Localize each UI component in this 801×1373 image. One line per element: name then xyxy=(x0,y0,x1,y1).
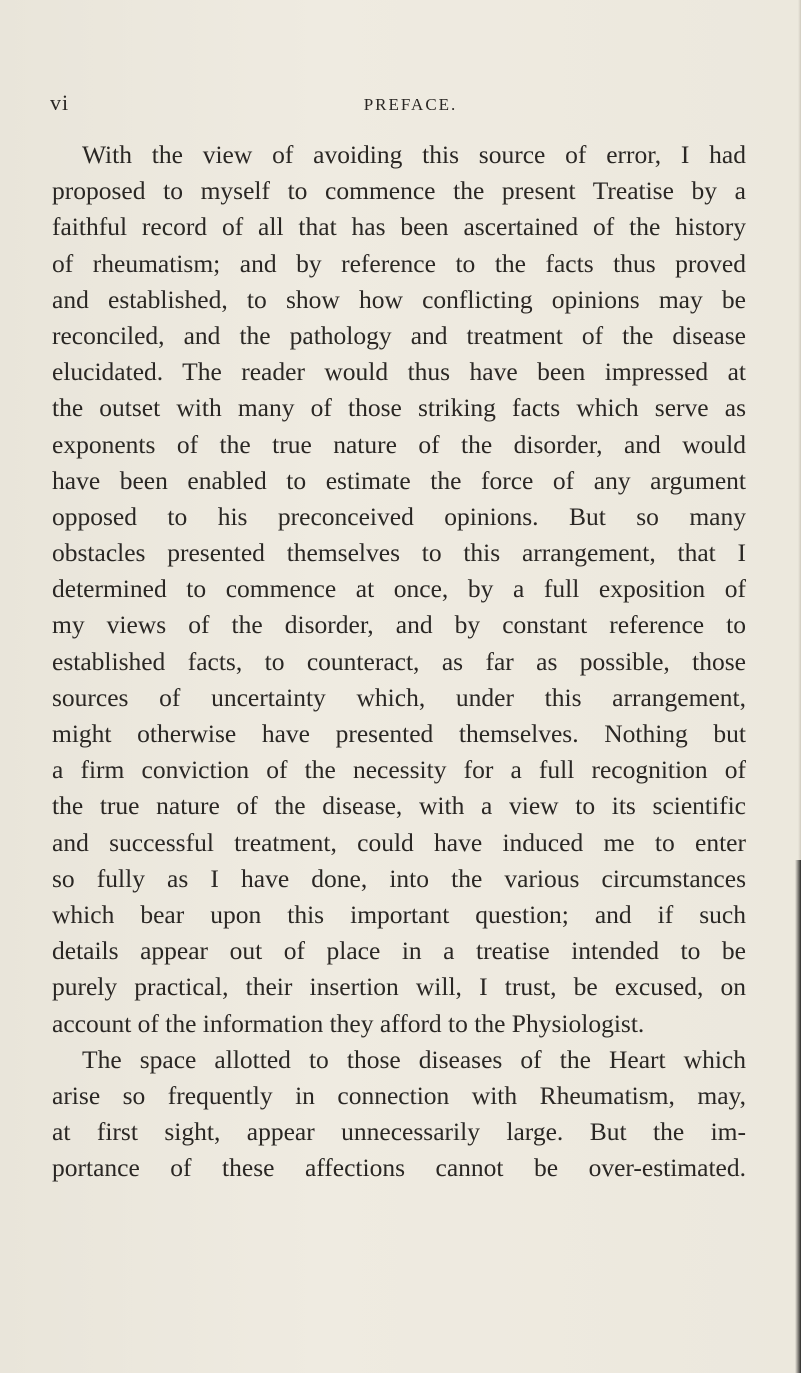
page-number: vi xyxy=(50,90,70,115)
text-line: and successful treatment, could have induced me to enter xyxy=(52,827,746,857)
text-line: details appear out of place in a treatise intended to be xyxy=(52,936,746,966)
text-line: portance of these affections cannot be over-estimated. xyxy=(52,1153,746,1183)
text-line: reconciled, and the pathology and treatment of the disease xyxy=(52,320,746,350)
text-line: With the view of avoiding this source of error, I had xyxy=(82,140,746,169)
text-line: elucidated. The reader would thus have been impressed at xyxy=(52,357,746,387)
text-line: determined to commence at once, by a full exposition of xyxy=(52,574,746,604)
text-line: so fully as I have done, into the various circumstances xyxy=(52,863,746,893)
text-line: The space allotted to those diseases of the Heart which xyxy=(82,1044,746,1074)
text-line: account of the information they afford to the Physiologist. xyxy=(52,1008,645,1038)
text-line: a firm conviction of the necessity for a full recognition of xyxy=(52,755,746,785)
body-text xyxy=(52,137,746,1186)
text-line: of rheumatism; and by reference to the facts thus proved xyxy=(52,248,746,278)
text-line: have been enabled to estimate the force of any argument xyxy=(52,465,746,495)
text-line: exponents of the true nature of the disorder, and would xyxy=(52,429,746,459)
text-line: the true nature of the disease, with a view to its scientific xyxy=(52,791,746,821)
text-line: which bear upon this important question; and if such xyxy=(52,899,746,929)
text-line: obstacles presented themselves to this arrangement, that I xyxy=(52,538,746,568)
text-line: sources of uncertainty which, under this arrangement, xyxy=(52,682,746,712)
text-line: at first sight, appear unnecessarily large. But the im- xyxy=(52,1117,746,1147)
text-line: proposed to myself to commence the present Treatise by a xyxy=(52,176,746,206)
page-edge-shadow xyxy=(795,860,801,1373)
text-line: my views of the disorder, and by constant reference to xyxy=(52,610,746,640)
text-line: arise so frequently in connection with Rheumatism, may, xyxy=(52,1080,746,1110)
text-line: faithful record of all that has been ascertained of the history xyxy=(52,212,746,242)
text-line: opposed to his preconceived opinions. But so many xyxy=(52,501,746,531)
text-line: and established, to show how conflicting opinions may be xyxy=(52,284,746,314)
running-head: PREFACE. xyxy=(363,95,458,114)
text-line: the outset with many of those striking facts which serve as xyxy=(52,393,746,423)
text-line: purely practical, their insertion will, I trust, be excused, on xyxy=(52,972,746,1002)
text-line: might otherwise have presented themselves. Nothing but xyxy=(52,719,746,748)
text-line: established facts, to counteract, as far as possible, those xyxy=(52,646,746,676)
